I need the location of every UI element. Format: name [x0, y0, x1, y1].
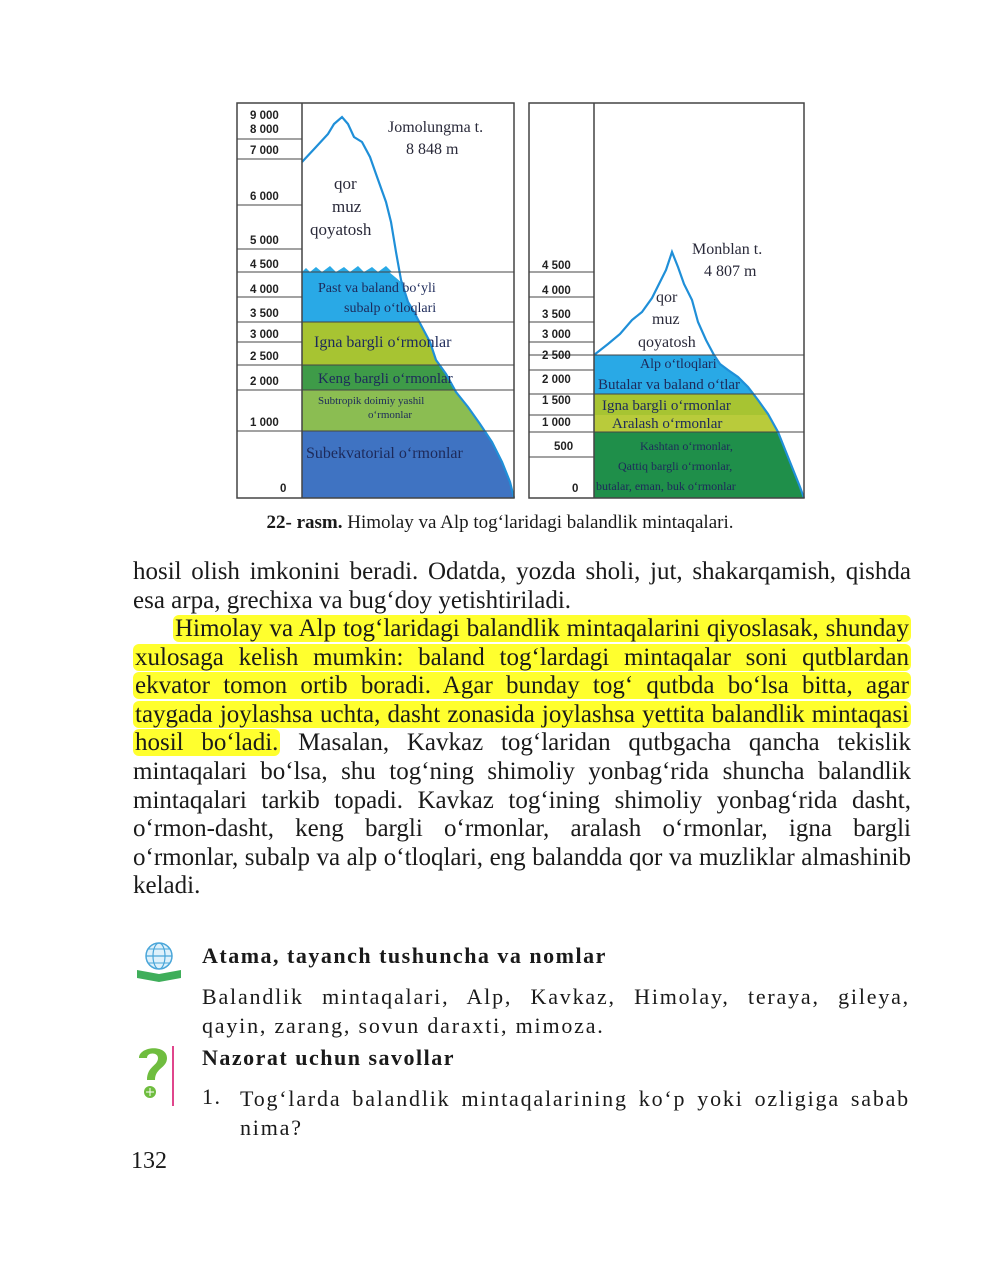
altitude-zones-figure — [236, 102, 806, 500]
left-tick-2000: 2 000 — [250, 376, 279, 388]
alps-diagram — [529, 103, 804, 498]
right-tick-3500: 3 500 — [542, 309, 571, 321]
alps-chestnut-label-2: Qattiq bargli o‘rmonlar, — [618, 459, 733, 473]
himalaya-broadleaf-label: Keng bargli o‘rmonlar — [318, 371, 453, 387]
figure-caption — [0, 512, 1000, 534]
himalaya-snow-3: qoyatosh — [310, 220, 372, 239]
alps-shrubs-label: Butalar va baland o‘tlar — [598, 377, 741, 393]
right-tick-2500: 2 500 — [542, 350, 571, 362]
right-tick-4000: 4 000 — [542, 285, 571, 297]
left-tick-3500: 3 500 — [250, 308, 279, 320]
himalaya-subalp-label-2: subalp o‘tloqlari — [344, 301, 437, 316]
paragraph-2-rest: Masalan, Kavkaz tog‘laridan qutbgacha qancha tekislik mintaqalari bo‘lsa, shu tog‘ning shimoliy yonbag‘rida shuncha balandlik mintaqalari tarkib topadi. Kavkaz tog‘ining shimoliy yonbag‘rida dasht, o‘rmon-dasht, keng bargli o‘rmonlar, aralash o‘rmonlar, igna bargli o‘rmonlar, subalp va alp o‘tloqlari, eng balandda qor va muzliklar almashinib keladi. — [133, 729, 911, 900]
left-tick-6000: 6 000 — [250, 191, 279, 203]
himalaya-peak-height: 8 848 m — [406, 141, 459, 158]
question-text: Tog‘larda balandlik mintaqalarining ko‘p yoki ozligiga sabab nima? — [240, 1086, 910, 1140]
himalaya-peak-name: Jomolungma t. — [388, 119, 484, 136]
himalaya-subalp-label-1: Past va baland bo‘yli — [318, 281, 436, 296]
left-tick-0: 0 — [280, 483, 287, 495]
himalaya-subtropic-label-1: Subtropik doimiy yashil — [318, 395, 425, 407]
alps-chestnut-label-3: butalar, eman, buk o‘rmonlar — [596, 479, 736, 493]
alps-snow-1: qor — [656, 289, 678, 306]
terms-title: Atama, tayanch tushuncha va nomlar — [202, 943, 607, 968]
caption-text: Himolay va Alp tog‘laridagi balandlik mintaqalari. — [342, 512, 734, 533]
alps-alp-label: Alp o‘tloqlari — [640, 357, 717, 372]
paragraph-1: hosil olish imkonini beradi. Odatda, yozda sholi, jut, shakarqamish, qishda esa arpa, grechixa va bug‘doy yetishtiriladi. — [133, 558, 911, 614]
himalaya-diagram — [237, 103, 514, 498]
right-tick-1500: 1 500 — [542, 395, 571, 407]
right-tick-500: 500 — [554, 441, 574, 453]
question-mark-icon — [133, 1044, 185, 1115]
questions-title: Nazorat uchun savollar — [202, 1045, 455, 1070]
right-tick-0: 0 — [572, 483, 579, 495]
himalaya-snow-2: muz — [332, 197, 362, 216]
alps-peak-height: 4 807 m — [704, 263, 757, 280]
right-tick-4500: 4 500 — [542, 260, 571, 272]
alps-mixed-label: Aralash o‘rmonlar — [612, 416, 723, 432]
himalaya-subtropic-label-2: o‘rmonlar — [368, 409, 412, 421]
question-number: 1. — [202, 1084, 222, 1109]
himalaya-conifer-label: Igna bargli o‘rmonlar — [314, 334, 452, 351]
caption-number: 22- rasm. — [266, 512, 343, 533]
left-tick-8000: 8 000 — [250, 124, 279, 136]
left-tick-9000: 9 000 — [250, 110, 279, 122]
left-tick-4500: 4 500 — [250, 259, 279, 271]
paragraph-2 — [133, 615, 911, 901]
page-number: 132 — [131, 1148, 167, 1174]
highlighted-text: Himolay va Alp tog‘laridagi balandlik mintaqalarini qiyoslasak, shunday xulosaga kelish mumkin: baland tog‘lardagi mintaqalar soni qutblardan ekvator tomon ortib boradi. Agar bunday tog‘ qutbda bo‘lsa bitta, agar taygada joylashsa uchta, dasht zonasida joylashsa yettita balandlik mintaqasi hosil bo‘ladi. — [135, 615, 909, 757]
right-tick-1000: 1 000 — [542, 417, 571, 429]
terms-body: Balandlik mintaqalari, Alp, Kavkaz, Himolay, teraya, gileya, qayin, zarang, sovun daraxti, mimoza. — [202, 984, 910, 1038]
right-tick-2000: 2 000 — [542, 374, 571, 386]
left-tick-5000: 5 000 — [250, 235, 279, 247]
alps-peak-name: Monblan t. — [692, 241, 763, 258]
left-tick-2500: 2 500 — [250, 351, 279, 363]
alps-conifer-label: Igna bargli o‘rmonlar — [602, 398, 731, 414]
alps-chestnut-label-1: Kashtan o‘rmonlar, — [640, 439, 733, 453]
himalaya-subequatorial-label: Subekvatorial o‘rmonlar — [306, 445, 463, 462]
right-tick-3000: 3 000 — [542, 329, 571, 341]
left-tick-4000: 4 000 — [250, 284, 279, 296]
globe-book-icon — [133, 940, 185, 989]
zone-subequatorial — [302, 431, 514, 498]
alps-snow-3: qoyatosh — [638, 334, 696, 351]
left-tick-1000: 1 000 — [250, 417, 279, 429]
himalaya-snow-1: qor — [334, 174, 357, 193]
alps-snow-2: muz — [652, 311, 680, 328]
left-tick-7000: 7 000 — [250, 145, 279, 157]
left-tick-3000: 3 000 — [250, 329, 279, 341]
